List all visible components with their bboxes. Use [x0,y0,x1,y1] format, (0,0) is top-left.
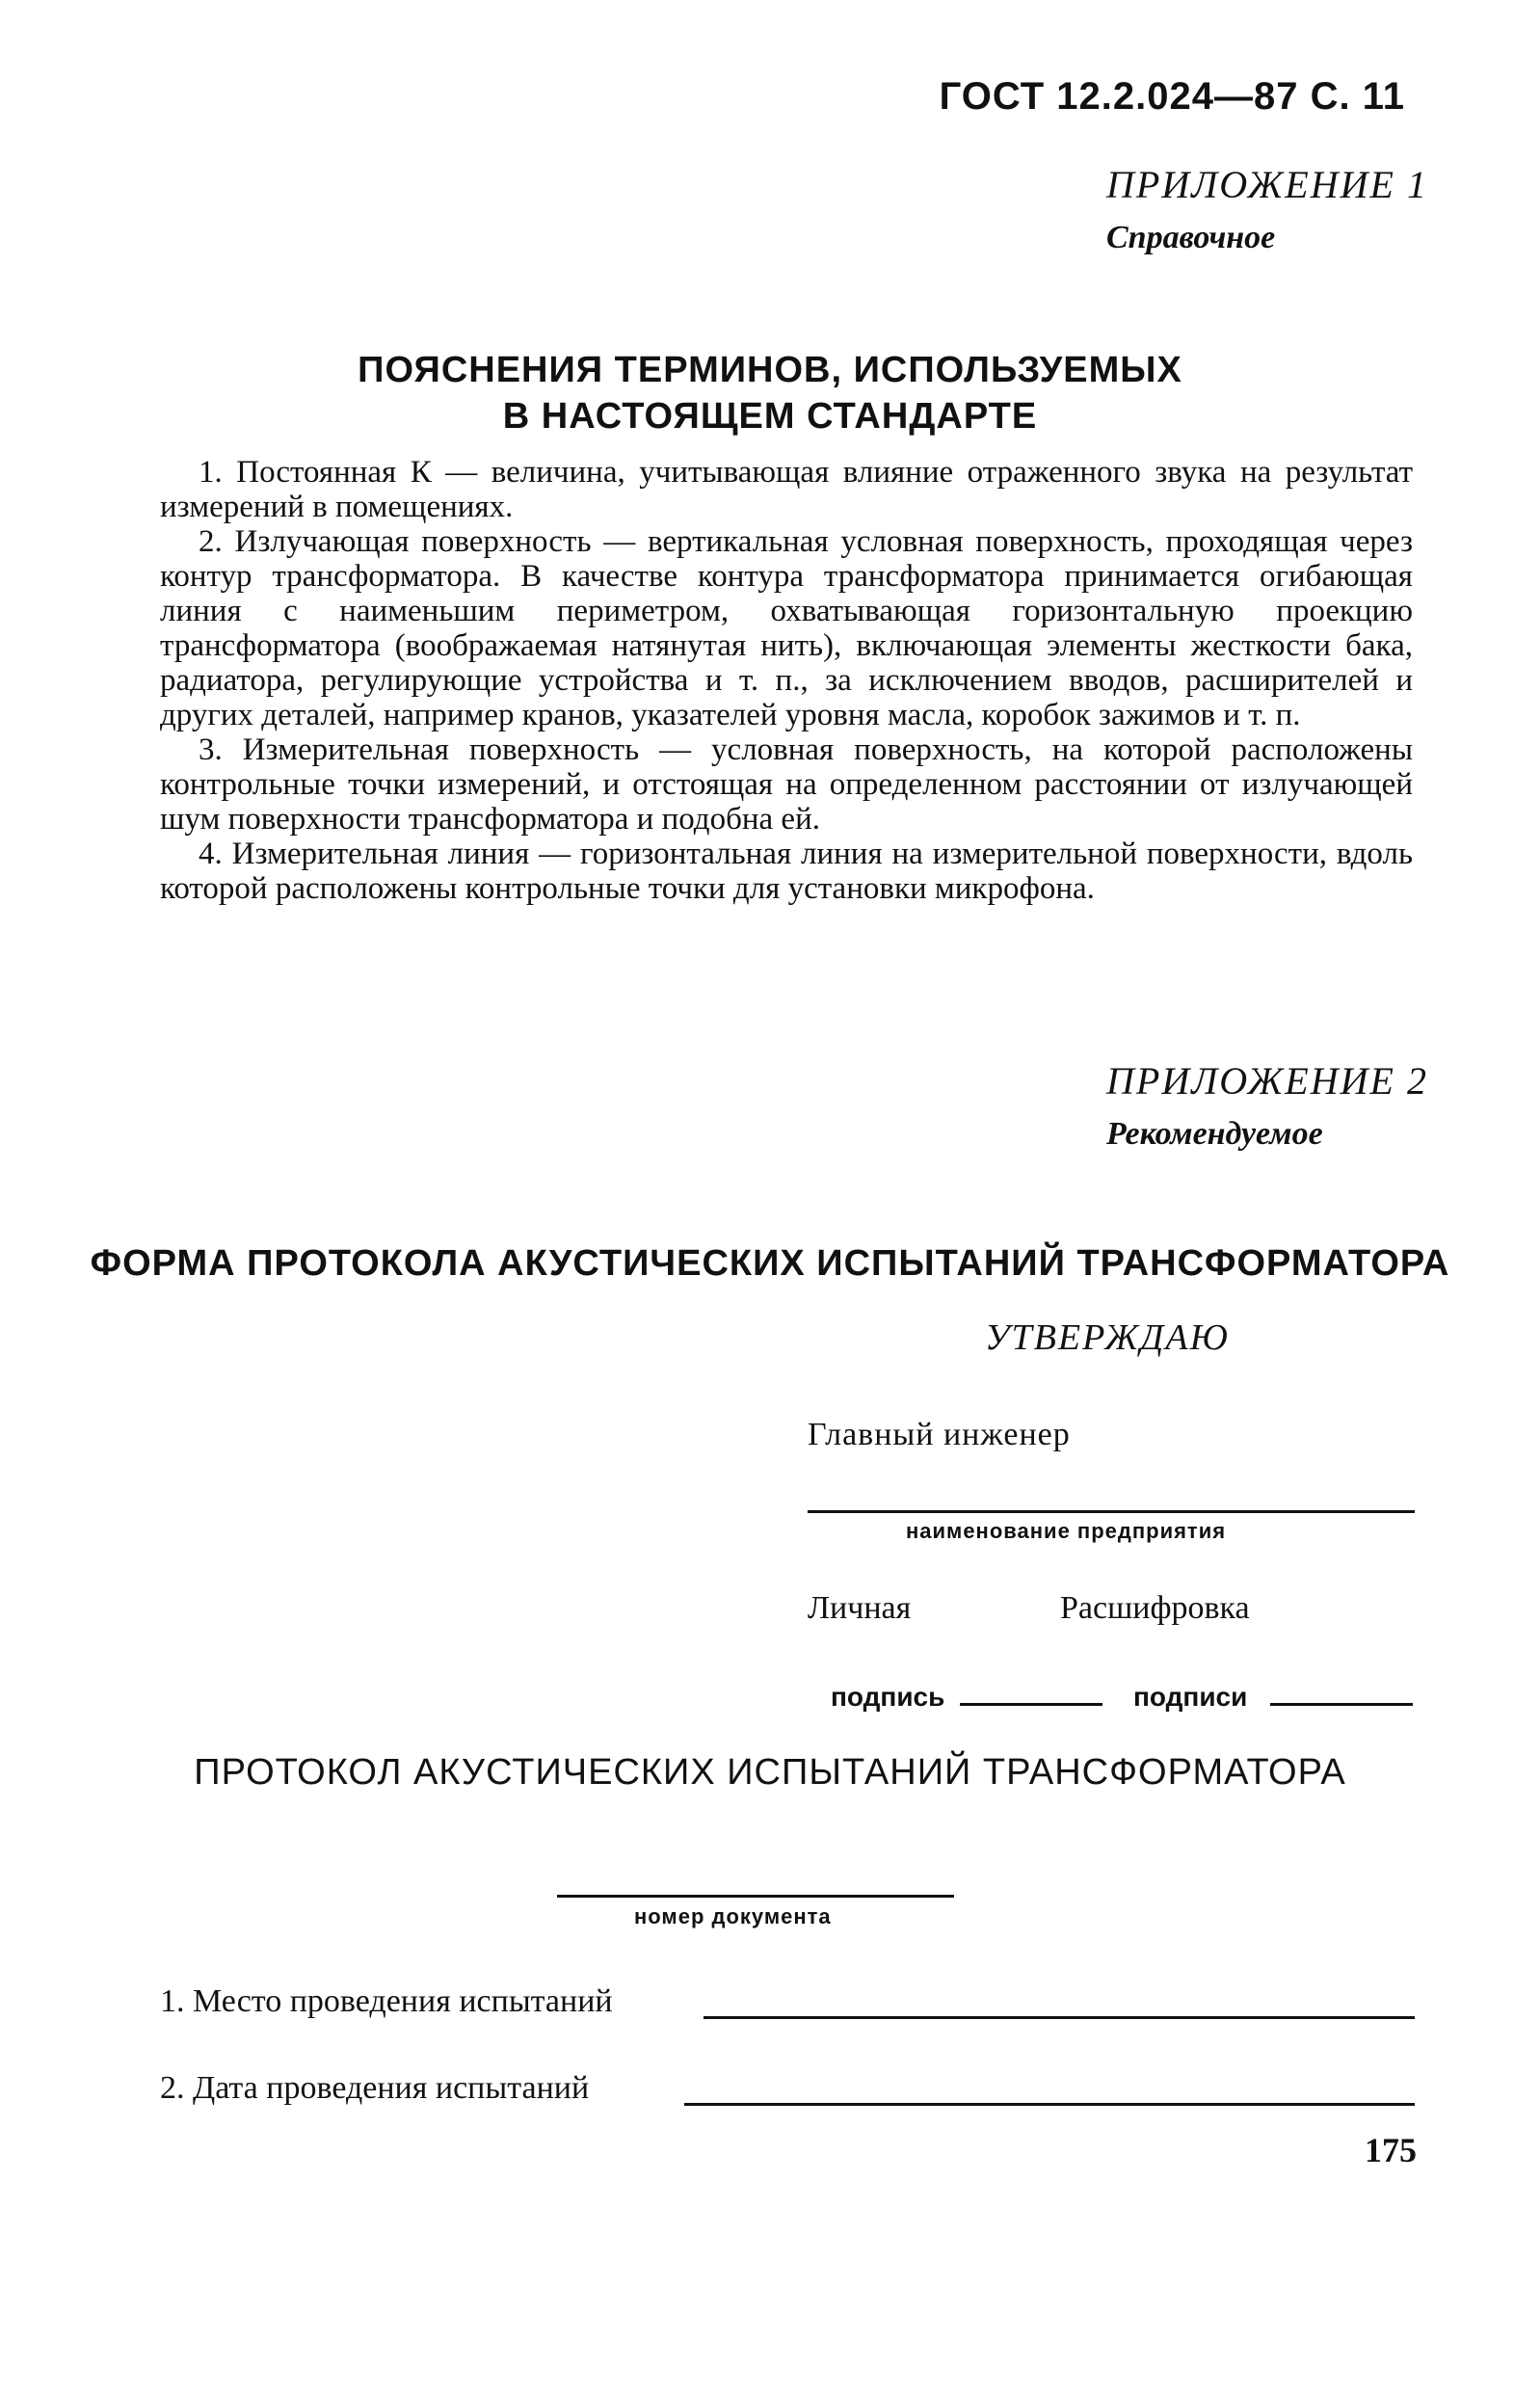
section-heading [0,347,1540,439]
appendix-1-title: ПРИЛОЖЕНИЕ 1 [1106,163,1428,206]
appendix-2-title: ПРИЛОЖЕНИЕ 2 [1106,1059,1428,1103]
decode-label: Расшифровка [1060,1590,1250,1626]
protocol-title: ПРОТОКОЛ АКУСТИЧЕСКИХ ИСПЫТАНИЙ ТРАНСФОРМАТОРА [194,1752,1346,1793]
enterprise-line [808,1510,1415,1513]
approve-label: УТВЕРЖДАЮ [985,1317,1230,1358]
appendix-1-status: Справочное [1106,220,1276,255]
term-1: 1. Постоянная К — величина, учитывающая влияние отраженного звука на результат измерений в помещениях. [160,455,1413,524]
section-heading-line-1: ПОЯСНЕНИЯ ТЕРМИНОВ, ИСПОЛЬЗУЕМЫХ [358,350,1182,390]
field-date-label: 2. Дата проведения испытаний [160,2070,590,2106]
section-heading-line-2: В НАСТОЯЩЕМ СТАНДАРТЕ [502,396,1038,437]
field-place-line [704,2016,1415,2019]
term-3: 3. Измерительная поверхность — условная поверхность, на которой расположены контрольные точки измерений, и отстоящая на определенном расстоянии от излучающей шум поверхности трансформатора и подобна ей. [160,732,1413,837]
document-header: ГОСТ 12.2.024—87 С. 11 [939,75,1405,118]
chief-engineer-label: Главный инженер [808,1417,1071,1452]
signature-line [960,1703,1102,1706]
field-date-line [684,2103,1415,2106]
field-place-label: 1. Место проведения испытаний [160,1983,613,2019]
personal-label: Личная [808,1590,912,1626]
appendix-2-status: Рекомендуемое [1106,1116,1323,1152]
signature-decode-label: подписи [1133,1682,1248,1712]
signature-decode-line [1270,1703,1413,1706]
doc-number-line [557,1895,954,1898]
terms-list [160,455,1413,906]
enterprise-caption: наименование предприятия [906,1519,1227,1543]
doc-number-caption: номер документа [634,1904,832,1928]
term-4: 4. Измерительная линия — горизонтальная линия на измерительной поверхности, вдоль которой расположены контрольные точки для установки микрофона. [160,837,1413,906]
signature-label: подпись [831,1682,945,1712]
page-number: 175 [1365,2131,1417,2169]
term-2: 2. Излучающая поверхность — вертикальная условная поверхность, проходящая через контур трансформатора. В качестве контура трансформатора принимается огибающая линия с наименьшим периметром, охватывающая горизонтальную проекцию трансформатора (воображаемая натянутая нить), включающая элементы жесткости бака, радиатора, регулирующие устройства и т. п., за исключением вводов, расширителей и других деталей, например кранов, указателей уровня масла, коробок зажимов и т. п. [160,524,1413,732]
form-title: ФОРМА ПРОТОКОЛА АКУСТИЧЕСКИХ ИСПЫТАНИЙ ТРАНСФОРМАТОРА [90,1243,1450,1284]
